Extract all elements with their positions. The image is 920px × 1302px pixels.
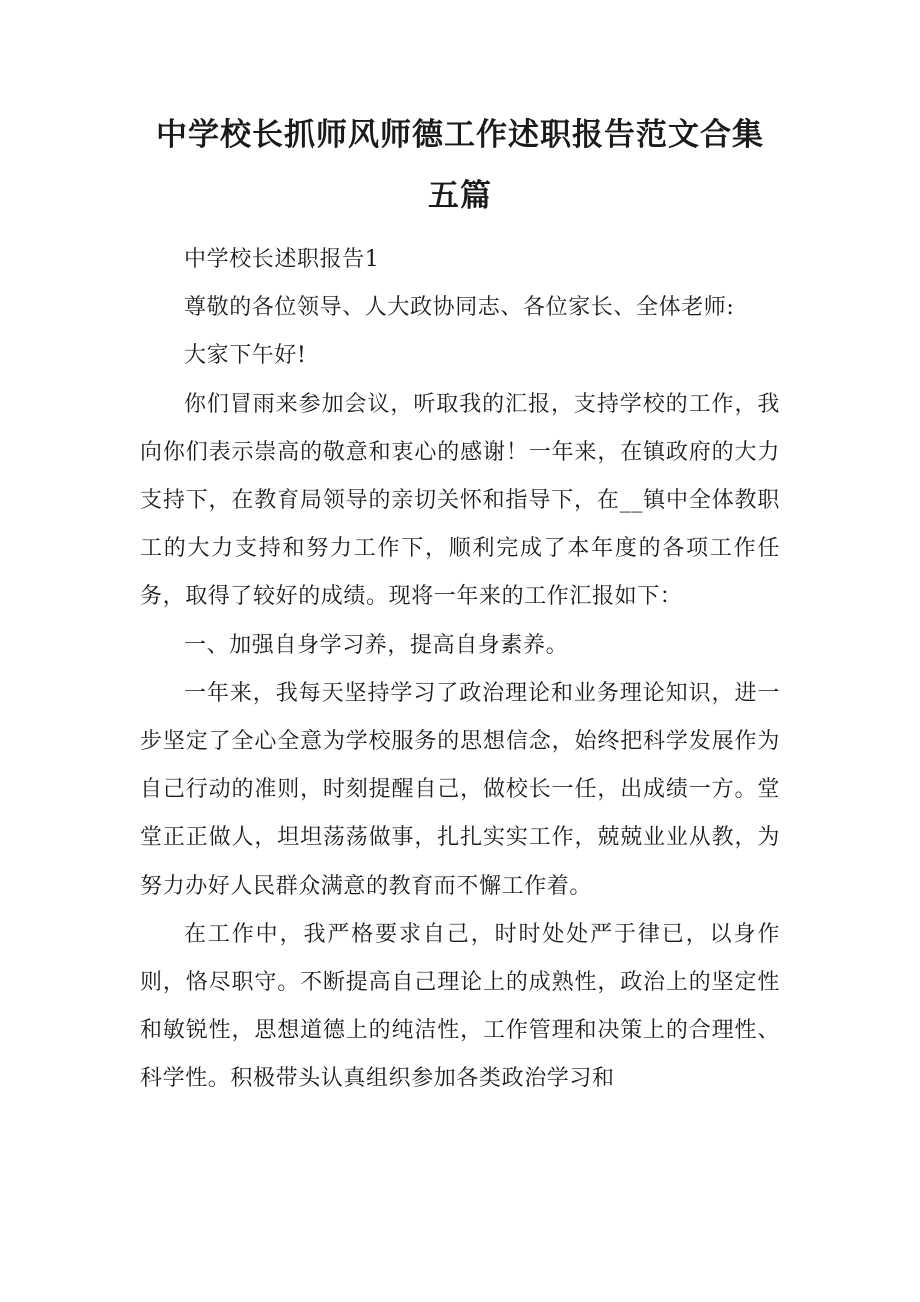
body-paragraph: 在工作中，我严格要求自己，时时处处严于律已，以身作则，恪尽职守。不断提高自己理论上的成熟性，政治上的坚定性和敏锐性，思想道德上的纯洁性，工作管理和决策上的合理性、科学性。积极带头认真组织参加各类政治学习和 [140, 921, 780, 1092]
body-paragraph: 一年来，我每天坚持学习了政治理论和业务理论知识，进一步坚定了全心全意为学校服务的思想信念，始终把科学发展作为自己行动的准则，时刻提醒自己，做校长一任，出成绩一方。堂堂正正做人，坦坦荡荡做事，扎扎实实工作，兢兢业业从教，为努力办好人民群众满意的教育而不懈工作着。 [140, 680, 780, 899]
salutation: 尊敬的各位领导、人大政协同志、各位家长、全体老师: [184, 295, 735, 321]
greeting: 大家下午好! [184, 343, 307, 369]
document-body [140, 236, 780, 1104]
section-heading: 中学校长述职报告1 [184, 247, 380, 272]
document-title-line-1: 中学校长抓师风师德工作述职报告范文合集 [156, 117, 764, 153]
document-title-line-2: 五篇 [428, 178, 492, 214]
subsection-heading: 一、加强自身学习养，提高自身素养。 [184, 632, 569, 658]
body-paragraph: 你们冒雨来参加会议，听取我的汇报，支持学校的工作，我向你们表示崇高的敬意和衷心的感谢！一年来，在镇政府的大力支持下，在教育局领导的亲切关怀和指导下，在__镇中全体教职工的大力支持和努力工作下，顺利完成了本年度的各项工作任务，取得了较好的成绩。现将一年来的工作汇报如下： [140, 391, 780, 610]
